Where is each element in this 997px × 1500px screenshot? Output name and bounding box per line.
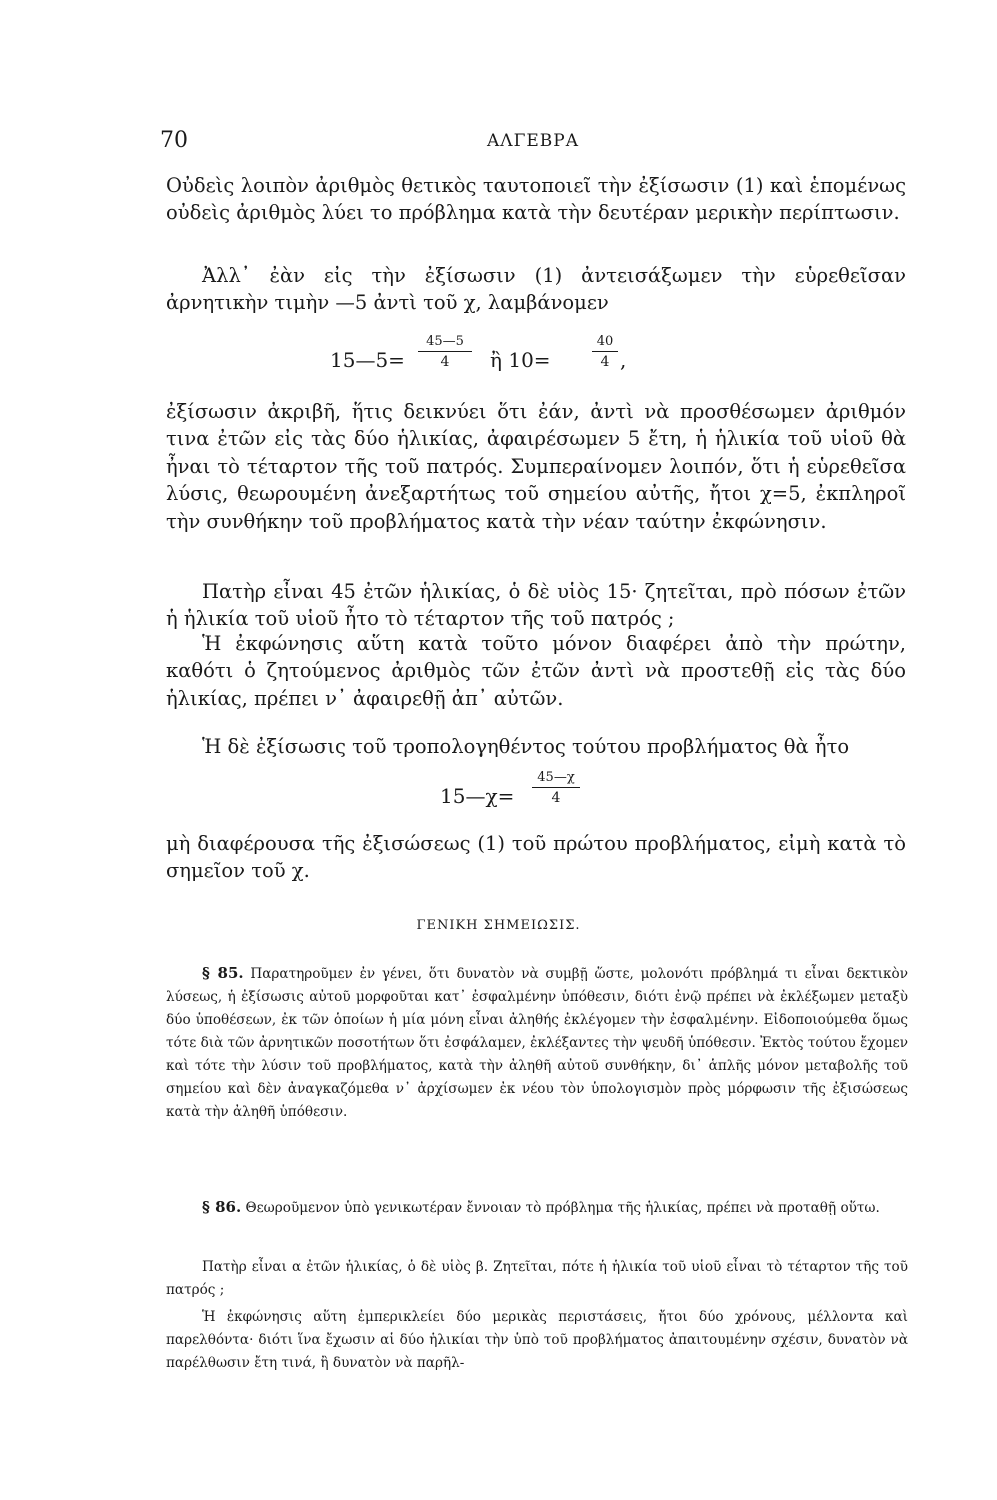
fraction-3-denominator: 4 [551, 790, 561, 807]
equation-1-lhs: 15—5= [330, 348, 405, 372]
equation-1-fraction-2 [592, 334, 618, 370]
equation-1-tail: , [620, 348, 627, 372]
section-85-label: § 85. [202, 964, 244, 982]
paragraph-1: Οὐδεὶς λοιπὸν ἀριθμὸς θετικὸς ταυτοποιεῖ τὴν ἐξίσωσιν (1) καὶ ἑπομένως οὐδεὶς ἀριθμὸς λύει το πρόβλημα κατὰ τὴν δευτέραν μερικὴν περίπτωσιν. [166, 174, 906, 225]
paragraph-7: μὴ διαφέρουσα τῆς ἐξισώσεως (1) τοῦ πρώτου προβλήματος, εἰμὴ κατὰ τὸ σημεῖον τοῦ χ. [166, 832, 906, 883]
fraction-3-bar [532, 787, 580, 788]
fraction-1-bar [418, 351, 472, 352]
running-title: ΑΛΓΕΒΡΑ [487, 131, 579, 151]
paragraph-4: Πατὴρ εἶναι 45 ἐτῶν ἡλικίας, ὁ δὲ υἱὸς 15· ζητεῖται, πρὸ πόσων ἐτῶν ἡ ἡλικία τοῦ υἱοῦ ἦτο τὸ τέταρτον τῆς τοῦ πατρός ; [166, 580, 906, 631]
equation-2-fraction [532, 770, 580, 806]
section-85-text: Παρατηροῦμεν ἐν γένει, ὅτι δυνατὸν νὰ συμβῇ ὥστε, μολονότι πρόβλημά τι εἶναι δεκτικὸν λύσεως, ἡ ἐξίσωσις αὐτοῦ μορφοῦται κατ᾽ ἐσφαλμένην ὑπόθεσιν, διότι ἐνῷ πρέπει νὰ ἐκλέξωμεν μεταξὺ δύο ὑποθέσεων, ἐκ τῶν ὁποίων ἡ μία μόνη εἶναι ἀληθής ἐκλέγομεν τὴν ἐσφαλμένην. Εἰδοποιούμεθα ὅμως τότε διὰ τῶν ἀρνητικῶν ποσοτήτων ὅτι ἐσφάλαμεν, ἐκλέξαντες τὴν ψευδῆ ὑπόθεσιν. Ἐκτὸς τούτου ἔχομεν καὶ τότε τὴν λύσιν τοῦ προβλήματος, κατὰ τὴν ἀληθῆ αὐτοῦ συνθήκην, δι᾽ ἁπλῆς μόνον μεταβολῆς τοῦ σημείου καὶ δὲν ἀναγκαζόμεθα ν᾽ ἀρχίσωμεν ἐκ νέου τὸν ὑπολογισμὸν πρὸς μόρφωσιν τῆς ἐξισώσεως κατὰ τὴν ἀληθῆ ὑπόθεσιν. [166, 966, 908, 1120]
page-number: 70 [160, 128, 188, 153]
fraction-2-denominator: 4 [600, 354, 610, 371]
section-86-text: Θεωροῦμενον ὑπὸ γενικωτέραν ἔννοιαν τὸ πρόβλημα τῆς ἡλικίας, πρέπει νὰ προταθῇ οὕτω. [245, 1200, 880, 1216]
fraction-1-denominator: 4 [440, 354, 450, 371]
section-86-label: § 86. [202, 1198, 242, 1216]
fraction-2-numerator: 40 [596, 334, 614, 349]
note-paragraph-3: Πατὴρ εἶναι α ἐτῶν ἡλικίας, ὁ δὲ υἱὸς β. Ζητεῖται, πότε ἡ ἡλικία τοῦ υἱοῦ εἶναι τὸ τέταρτον τῆς τοῦ πατρός ; [166, 1259, 908, 1298]
equation-1-middle: ἢ 10= [490, 348, 551, 372]
fraction-1-numerator: 45—5 [426, 334, 464, 349]
equation-2 [440, 770, 640, 826]
paragraph-5: Ἡ ἐκφώνησις αὕτη κατὰ τοῦτο μόνον διαφέρει ἀπὸ τὴν πρώτην, καθότι ὁ ζητούμενος ἀριθμὸς τῶν ἐτῶν ἀντὶ νὰ προστεθῇ εἰς τὰς δύο ἡλικίας, πρέπει ν᾽ ἀφαιρεθῇ ἀπ᾽ αὐτῶν. [166, 632, 906, 710]
page-header [160, 128, 906, 158]
section-heading: ΓΕΝΙΚΗ ΣΗΜΕΙΩΣΙΣ. [416, 918, 581, 933]
paragraph-6: Ἡ δὲ ἐξίσωσις τοῦ τροπολογηθέντος τούτου προβλήματος θὰ ἦτο [202, 735, 850, 758]
note-section-86 [166, 1196, 908, 1220]
equation-1-fraction-1 [418, 334, 472, 370]
fraction-2-bar [592, 351, 618, 352]
equation-2-lhs: 15—χ= [440, 784, 515, 808]
note-paragraph-4: Ἡ ἐκφώνησις αὕτη ἐμπερικλείει δύο μερικὰς περιστάσεις, ἤτοι δύο χρόνους, μέλλοντα καὶ παρελθόντα· διότι ἵνα ἔχωσιν αἱ δύο ἡλικίαι τὴν ὑπὸ τοῦ προβλήματος ἀπαιτουμένην σχέσιν, δυνατὸν νὰ παρέλθωσιν ἔτη τινά, ἢ δυνατὸν νὰ παρῆλ- [166, 1309, 908, 1371]
fraction-3-numerator: 45—χ [537, 770, 575, 785]
paragraph-2: Ἀλλ᾽ ἐὰν εἰς τὴν ἐξίσωσιν (1) ἀντεισάξωμεν τὴν εὑρεθεῖσαν ἀρνητικὴν τιμὴν —5 ἀντὶ τοῦ χ, λαμβάνομεν [166, 264, 906, 315]
equation-1 [330, 334, 650, 390]
paragraph-3: ἐξίσωσιν ἀκριβῆ, ἥτις δεικνύει ὅτι ἐάν, ἀντὶ νὰ προσθέσωμεν ἀριθμόν τινα ἐτῶν εἰς τὰς δύο ἡλικίας, ἀφαιρέσωμεν 5 ἔτη, ἡ ἡλικία τοῦ υἱοῦ θὰ ἦναι τὸ τέταρτον τῆς τοῦ πατρός. Συμπεραίνομεν λοιπόν, ὅτι ἡ εὑρεθεῖσα λύσις, θεωρουμένη ἀνεξαρτήτως τοῦ σημείου αὐτῆς, ἤτοι χ=5, ἐκπληροῖ τὴν συνθήκην τοῦ προβλήματος κατὰ τὴν νέαν ταύτην ἐκφώνησιν. [166, 400, 906, 533]
note-section-85 [166, 962, 908, 1124]
